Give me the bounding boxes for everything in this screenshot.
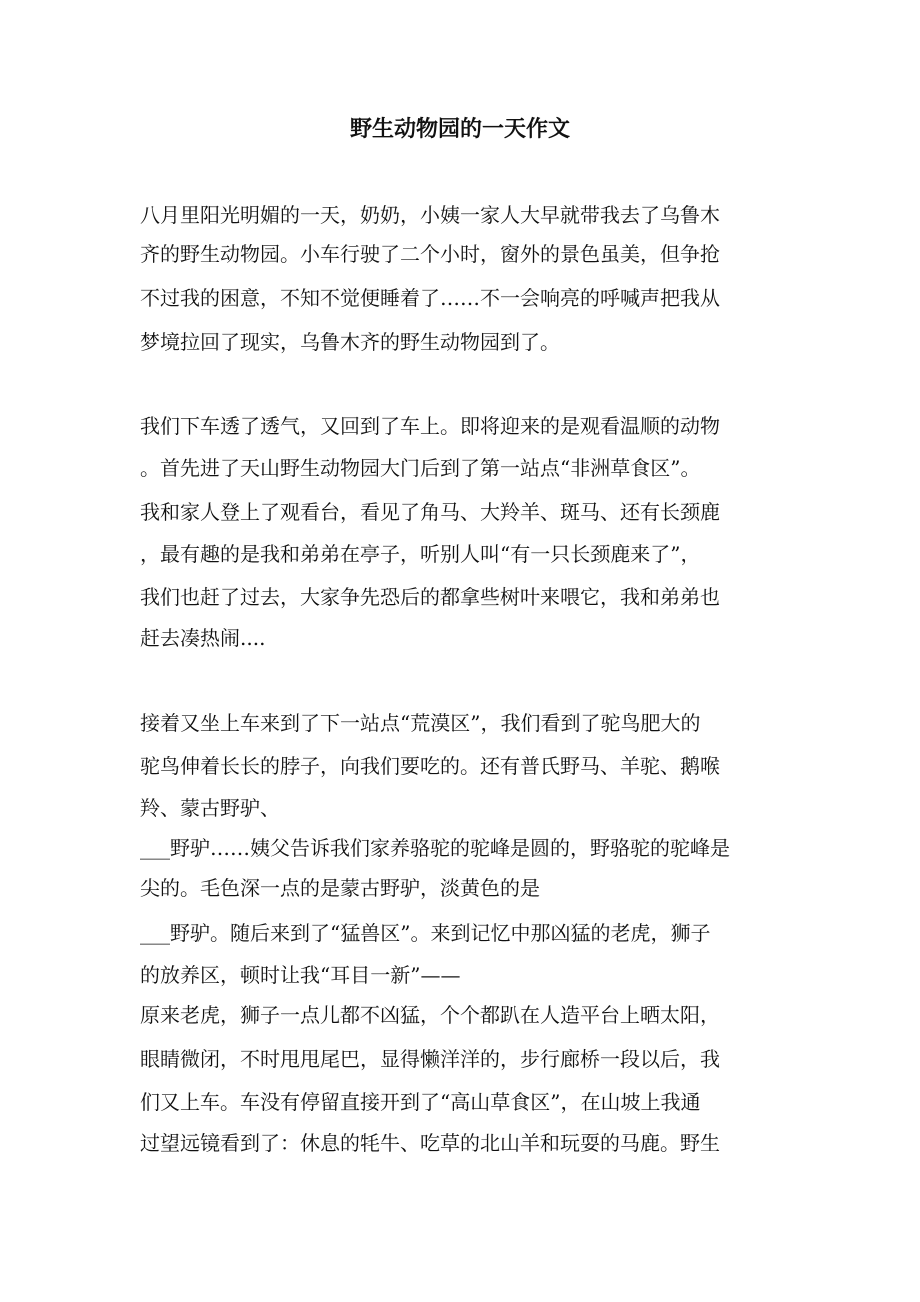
document-title: 野生动物园的一天作文 (349, 116, 570, 142)
paragraph-3-line-2: 驼鸟伸着长长的脖子，向我们要吃的。还有普氏野马、羊驼、鹅喉 (140, 754, 720, 778)
paragraph-1-line-3: 不过我的困意，不知不觉便睡着了……不一会响亮的呼喊声把我从 (140, 286, 720, 310)
paragraph-2-line-6: 赶去凑热闹.... (140, 626, 266, 650)
paragraph-1-line-1: 八月里阳光明媚的一天，奶奶，小姨一家人大早就带我去了乌鲁木 (140, 203, 720, 227)
paragraph-1-line-4: 梦境拉回了现实，乌鲁木齐的野生动物园到了。 (140, 330, 560, 354)
paragraph-3-line-3: 羚、蒙古野驴、 (140, 796, 280, 820)
paragraph-3-line-11: 过望远镜看到了：休息的牦牛、吃草的北山羊和玩耍的马鹿。野生 (140, 1131, 720, 1155)
paragraph-3-line-10: 们又上车。车没有停留直接开到了“高山草食区”，在山坡上我通 (140, 1090, 701, 1114)
paragraph-2-line-2: 。首先进了天山野生动物园大门后到了第一站点“非洲草食区”。 (140, 456, 701, 480)
paragraph-2-line-3: 我和家人登上了观看台，看见了角马、大羚羊、斑马、还有长颈鹿 (140, 500, 720, 524)
paragraph-3-line-4: ___野驴……姨父告诉我们家养骆驼的驼峰是圆的，野骆驼的驼峰是 (140, 836, 730, 860)
paragraph-3-line-5: 尖的。毛色深一点的是蒙古野驴，淡黄色的是 (140, 876, 540, 900)
paragraph-3-line-7: 的放养区，顿时让我“耳目一新”—— (140, 963, 461, 987)
paragraph-3-line-8: 原来老虎，狮子一点儿都不凶猛，个个都趴在人造平台上晒太阳， (140, 1003, 720, 1027)
paragraph-2-line-1: 我们下车透了透气，又回到了车上。即将迎来的是观看温顺的动物 (140, 414, 720, 438)
paragraph-1-line-2: 齐的野生动物园。小车行驶了二个小时，窗外的景色虽美，但争抢 (140, 242, 720, 266)
paragraph-3-line-9: 眼睛微闭，不时甩甩尾巴，显得懒洋洋的，步行廊桥一段以后，我 (140, 1047, 720, 1071)
paragraph-3-line-1: 接着又坐上车来到了下一站点“荒漠区”，我们看到了驼鸟肥大的 (140, 711, 701, 735)
paragraph-3-line-6: ___野驴。随后来到了“猛兽区”。来到记忆中那凶猛的老虎，狮子 (140, 921, 711, 945)
paragraph-2-line-5: 我们也赶了过去，大家争先恐后的都拿些树叶来喂它，我和弟弟也 (140, 585, 720, 609)
paragraph-2-line-4: ，最有趣的是我和弟弟在亭子，听别人叫“有一只长颈鹿来了”， (140, 542, 701, 566)
